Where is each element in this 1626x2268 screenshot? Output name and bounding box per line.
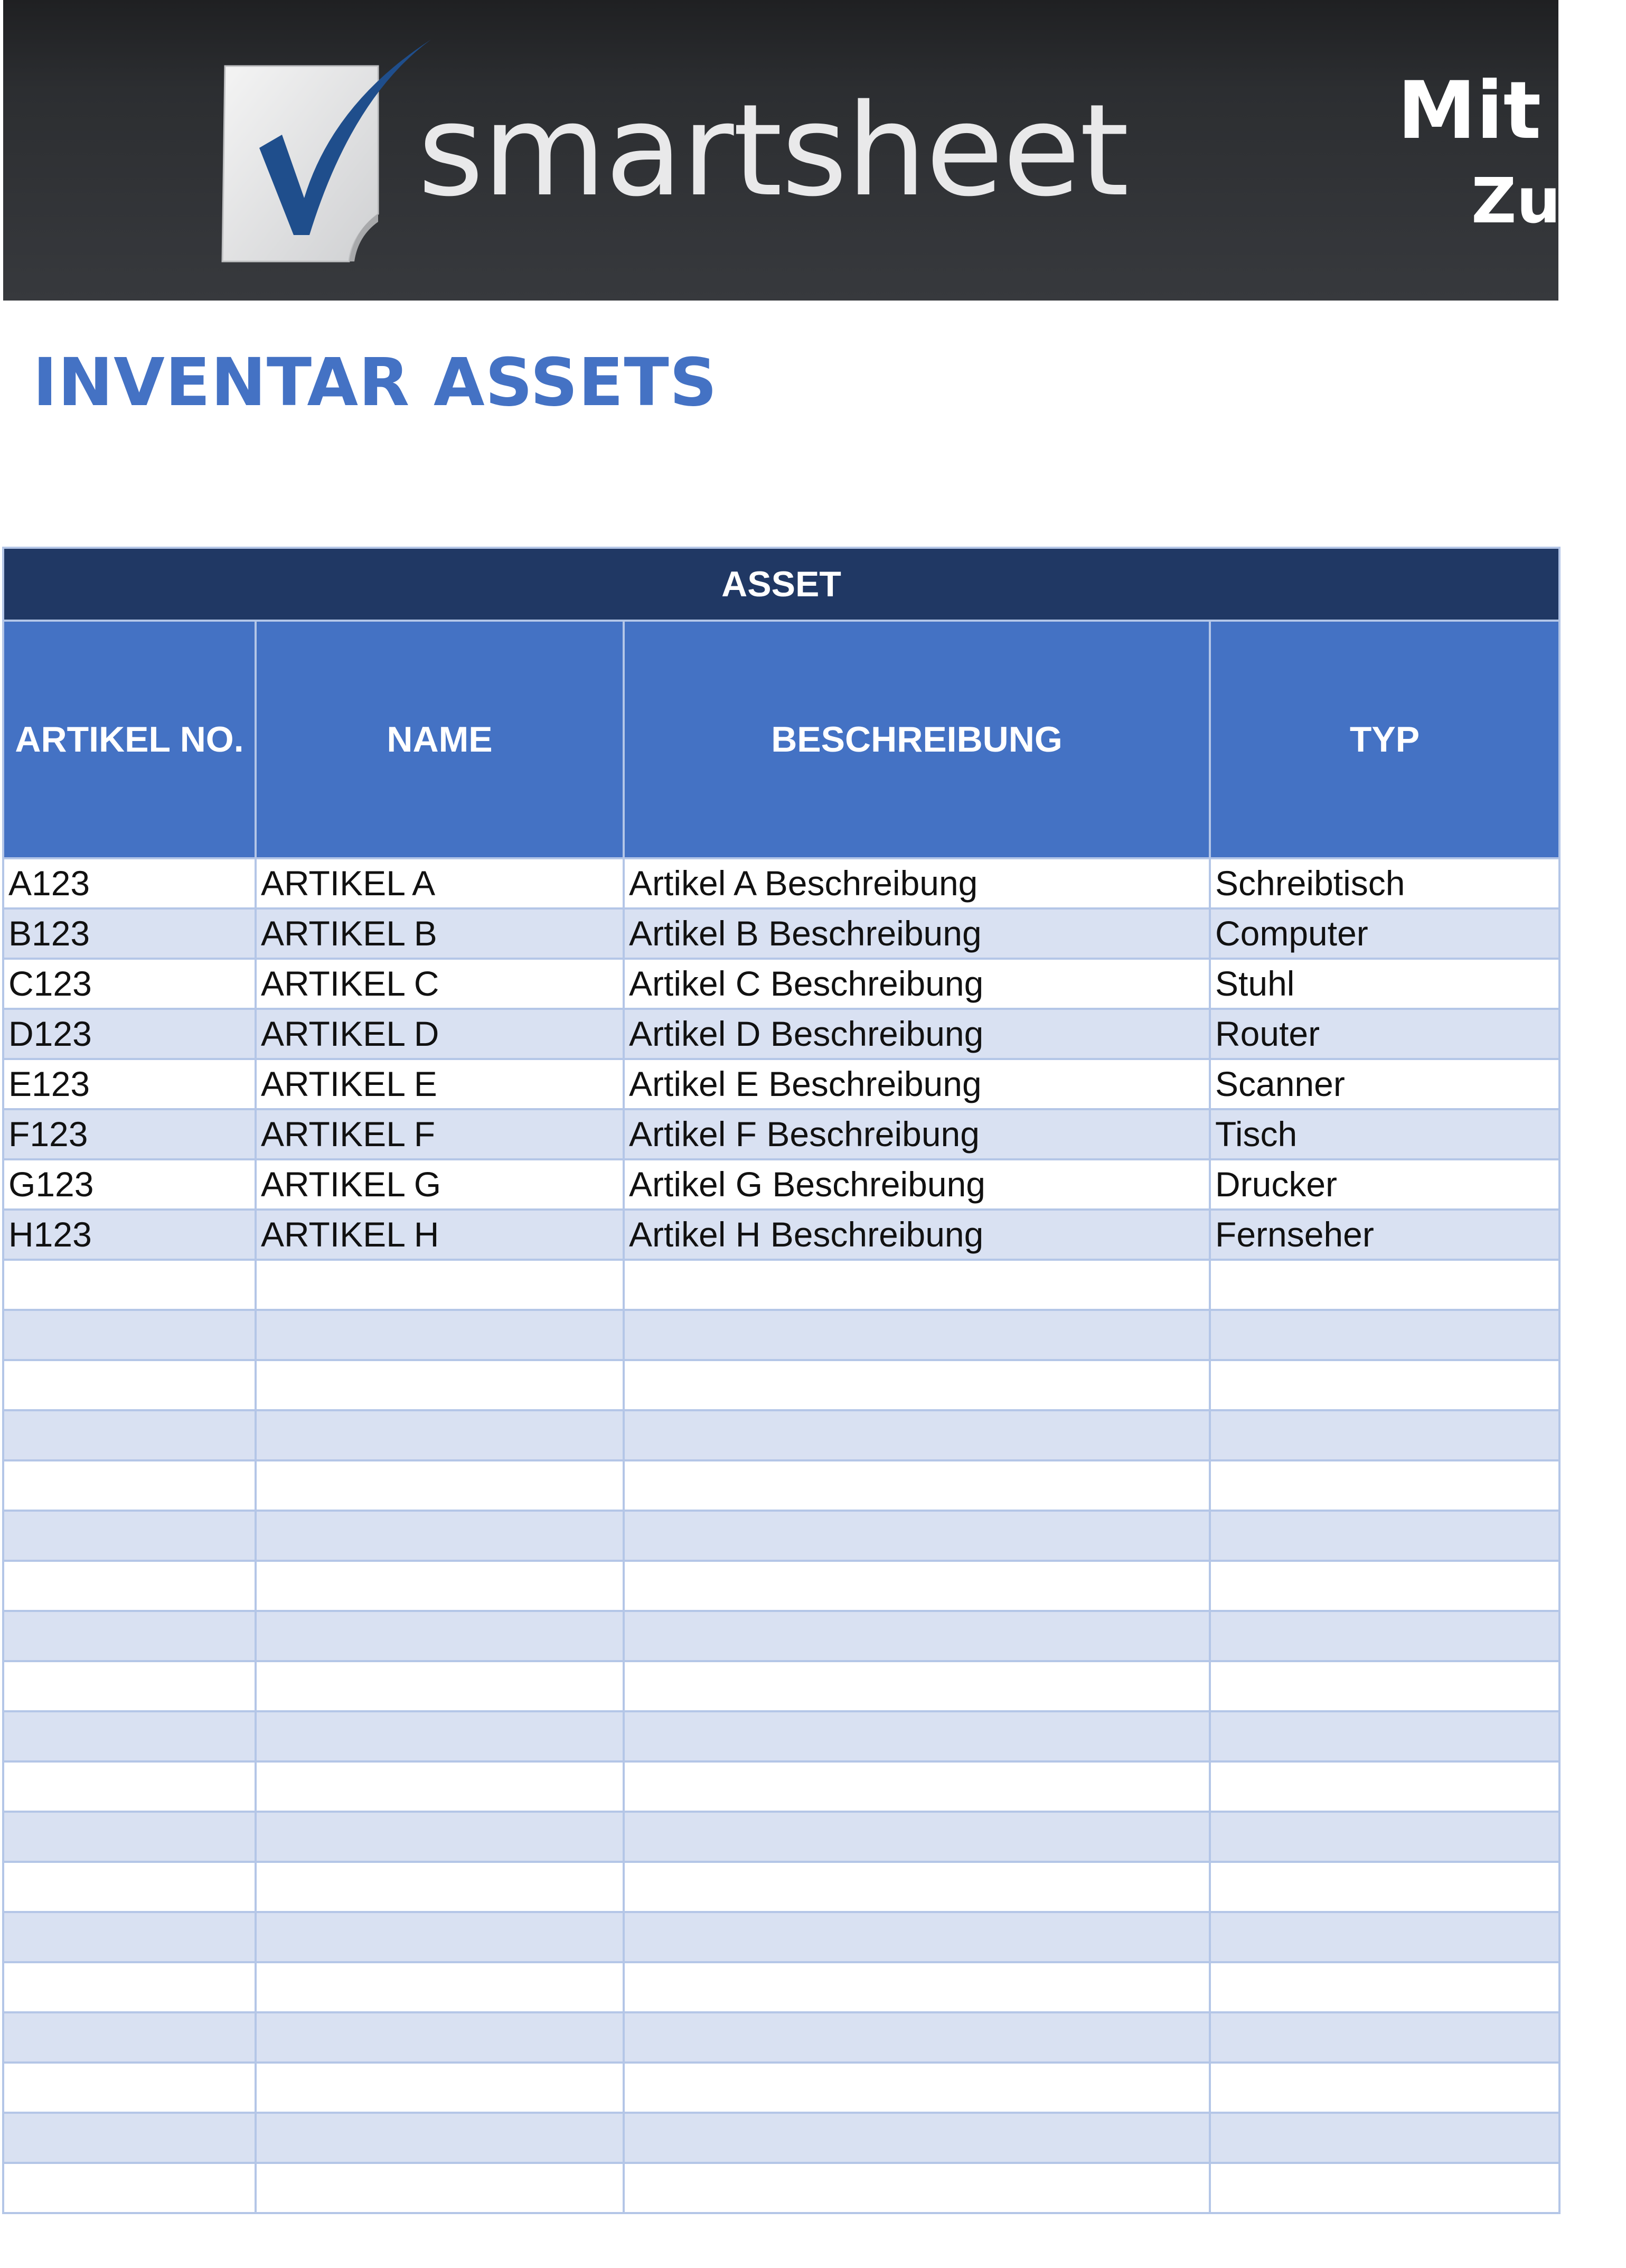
cell-name[interactable]: [256, 1761, 624, 1812]
cell-name[interactable]: [256, 2113, 624, 2163]
cell-beschreibung[interactable]: Artikel C Beschreibung: [624, 959, 1210, 1009]
cell-artikel-no[interactable]: [3, 2113, 256, 2163]
empty-table-row: [3, 2163, 1559, 2213]
cell-beschreibung[interactable]: Artikel H Beschreibung: [624, 1210, 1210, 1260]
cell-beschreibung[interactable]: [624, 1260, 1210, 1310]
cell-name[interactable]: [256, 2163, 624, 2213]
cell-name[interactable]: ARTIKEL H: [256, 1210, 624, 1260]
cell-typ[interactable]: Drucker: [1210, 1159, 1559, 1210]
cell-typ[interactable]: [1210, 1360, 1559, 1410]
column-header-typ[interactable]: TYP: [1210, 621, 1559, 858]
cell-artikel-no[interactable]: [3, 1962, 256, 2012]
cell-artikel-no[interactable]: H123: [3, 1210, 256, 1260]
cell-beschreibung[interactable]: [624, 1611, 1210, 1661]
table-row: [3, 1210, 1559, 1260]
cell-typ[interactable]: [1210, 1410, 1559, 1460]
cell-name[interactable]: [256, 1611, 624, 1661]
cell-name[interactable]: ARTIKEL D: [256, 1009, 624, 1059]
empty-table-row: [3, 1360, 1559, 1410]
cell-typ[interactable]: [1210, 1812, 1559, 1862]
cell-artikel-no[interactable]: A123: [3, 858, 256, 908]
empty-table-row: [3, 2012, 1559, 2063]
table-row: [3, 1159, 1559, 1210]
cell-artikel-no[interactable]: [3, 1661, 256, 1711]
cell-name[interactable]: ARTIKEL A: [256, 858, 624, 908]
cell-name[interactable]: [256, 1962, 624, 2012]
empty-table-row: [3, 1410, 1559, 1460]
cell-typ[interactable]: [1210, 1561, 1559, 1611]
cell-typ[interactable]: [1210, 2063, 1559, 2113]
cell-beschreibung[interactable]: [624, 2063, 1210, 2113]
cell-beschreibung[interactable]: Artikel E Beschreibung: [624, 1059, 1210, 1109]
column-header-row: [3, 621, 1559, 858]
cell-artikel-no[interactable]: [3, 1460, 256, 1511]
promo-headline: Mit S: [1397, 65, 1626, 157]
table-row: [3, 858, 1559, 908]
cell-artikel-no[interactable]: E123: [3, 1059, 256, 1109]
group-header-row: [3, 548, 1559, 621]
cell-beschreibung[interactable]: [624, 1410, 1210, 1460]
group-header-asset[interactable]: ASSET: [3, 548, 1559, 621]
cell-name[interactable]: [256, 1511, 624, 1561]
cell-name[interactable]: [256, 1812, 624, 1862]
column-header-artikel-no[interactable]: ARTIKEL NO.: [3, 621, 256, 858]
cell-artikel-no[interactable]: [3, 1360, 256, 1410]
cell-artikel-no[interactable]: [3, 1611, 256, 1661]
cell-beschreibung[interactable]: [624, 1862, 1210, 1912]
cell-artikel-no[interactable]: [3, 1310, 256, 1360]
cell-name[interactable]: [256, 1862, 624, 1912]
header-banner[interactable]: [3, 0, 1626, 301]
cell-name[interactable]: [256, 1661, 624, 1711]
cell-artikel-no[interactable]: B123: [3, 908, 256, 959]
cell-beschreibung[interactable]: [624, 1912, 1210, 1962]
empty-table-row: [3, 2063, 1559, 2113]
cell-typ[interactable]: Computer: [1210, 908, 1559, 959]
cell-name[interactable]: [256, 1410, 624, 1460]
cell-artikel-no[interactable]: C123: [3, 959, 256, 1009]
table-row: [3, 1109, 1559, 1159]
cell-name[interactable]: [256, 1260, 624, 1310]
table-row: [3, 1009, 1559, 1059]
cell-typ[interactable]: [1210, 1761, 1559, 1812]
cell-beschreibung[interactable]: [624, 1511, 1210, 1561]
cell-beschreibung[interactable]: Artikel B Beschreibung: [624, 908, 1210, 959]
cell-beschreibung[interactable]: [624, 1812, 1210, 1862]
cell-artikel-no[interactable]: [3, 1812, 256, 1862]
cell-typ[interactable]: [1210, 1260, 1559, 1310]
cell-typ[interactable]: [1210, 2113, 1559, 2163]
cell-typ[interactable]: Stuhl: [1210, 959, 1559, 1009]
brand-wordmark: smartsheet: [418, 77, 1129, 224]
empty-table-row: [3, 1912, 1559, 1962]
cell-typ[interactable]: Fernseher: [1210, 1210, 1559, 1260]
cell-name[interactable]: ARTIKEL F: [256, 1109, 624, 1159]
cell-beschreibung[interactable]: [624, 1460, 1210, 1511]
empty-table-row: [3, 1260, 1559, 1310]
cell-artikel-no[interactable]: [3, 1561, 256, 1611]
cell-name[interactable]: ARTIKEL B: [256, 908, 624, 959]
cell-name[interactable]: [256, 1561, 624, 1611]
cell-typ[interactable]: [1210, 2012, 1559, 2063]
cell-beschreibung[interactable]: [624, 1711, 1210, 1761]
cell-beschreibung[interactable]: Artikel A Beschreibung: [624, 858, 1210, 908]
empty-table-row: [3, 1511, 1559, 1561]
cell-typ[interactable]: [1210, 1511, 1559, 1561]
cell-beschreibung[interactable]: [624, 1561, 1210, 1611]
cell-name[interactable]: [256, 1310, 624, 1360]
cell-beschreibung[interactable]: [624, 2012, 1210, 2063]
cell-typ[interactable]: [1210, 2163, 1559, 2213]
cell-beschreibung[interactable]: [624, 1761, 1210, 1812]
cell-beschreibung[interactable]: Artikel D Beschreibung: [624, 1009, 1210, 1059]
cell-artikel-no[interactable]: F123: [3, 1109, 256, 1159]
cell-typ[interactable]: Tisch: [1210, 1109, 1559, 1159]
table-body: [3, 858, 1559, 2213]
cell-beschreibung[interactable]: Artikel G Beschreibung: [624, 1159, 1210, 1210]
cell-name[interactable]: [256, 2012, 624, 2063]
cell-beschreibung[interactable]: [624, 2163, 1210, 2213]
cell-artikel-no[interactable]: [3, 1410, 256, 1460]
cell-beschreibung[interactable]: [624, 1962, 1210, 2012]
cell-typ[interactable]: [1210, 1661, 1559, 1711]
asset-inventory-table: [2, 547, 1561, 2214]
cell-typ[interactable]: Schreibtisch: [1210, 858, 1559, 908]
cell-typ[interactable]: [1210, 1962, 1559, 2012]
cell-artikel-no[interactable]: [3, 2163, 256, 2213]
cell-name[interactable]: ARTIKEL E: [256, 1059, 624, 1109]
cell-beschreibung[interactable]: [624, 1661, 1210, 1711]
cell-artikel-no[interactable]: G123: [3, 1159, 256, 1210]
empty-table-row: [3, 1812, 1559, 1862]
checkmark-page-icon: [220, 40, 394, 267]
empty-table-row: [3, 1962, 1559, 2012]
empty-table-row: [3, 1310, 1559, 1360]
empty-table-row: [3, 1611, 1559, 1661]
cell-typ[interactable]: Scanner: [1210, 1059, 1559, 1109]
cell-artikel-no[interactable]: [3, 1711, 256, 1761]
cell-typ[interactable]: [1210, 1711, 1559, 1761]
table-row: [3, 908, 1559, 959]
cell-artikel-no[interactable]: [3, 2012, 256, 2063]
cell-name[interactable]: [256, 1912, 624, 1962]
cell-beschreibung[interactable]: Artikel F Beschreibung: [624, 1109, 1210, 1159]
table-row: [3, 1059, 1559, 1109]
cell-name[interactable]: ARTIKEL C: [256, 959, 624, 1009]
empty-table-row: [3, 2113, 1559, 2163]
empty-table-row: [3, 1661, 1559, 1711]
cell-artikel-no[interactable]: [3, 1761, 256, 1812]
cell-artikel-no[interactable]: [3, 1260, 256, 1310]
empty-table-row: [3, 1561, 1559, 1611]
cell-name[interactable]: [256, 2063, 624, 2113]
empty-table-row: [3, 1711, 1559, 1761]
cell-name[interactable]: ARTIKEL G: [256, 1159, 624, 1210]
table-row: [3, 959, 1559, 1009]
cell-typ[interactable]: [1210, 1862, 1559, 1912]
cell-artikel-no[interactable]: [3, 1862, 256, 1912]
promo-subline: Zus: [1471, 164, 1598, 237]
empty-table-row: [3, 1460, 1559, 1511]
cell-artikel-no[interactable]: [3, 1511, 256, 1561]
cell-typ[interactable]: [1210, 1460, 1559, 1511]
column-header-name[interactable]: NAME: [256, 621, 624, 858]
column-header-beschreibung[interactable]: BESCHREIBUNG: [624, 621, 1210, 858]
cell-artikel-no[interactable]: [3, 1912, 256, 1962]
cell-beschreibung[interactable]: [624, 2113, 1210, 2163]
cell-typ[interactable]: Router: [1210, 1009, 1559, 1059]
cell-name[interactable]: [256, 1360, 624, 1410]
cell-typ[interactable]: [1210, 1310, 1559, 1360]
cell-beschreibung[interactable]: [624, 1360, 1210, 1410]
cell-name[interactable]: [256, 1460, 624, 1511]
cell-artikel-no[interactable]: [3, 2063, 256, 2113]
cell-artikel-no[interactable]: D123: [3, 1009, 256, 1059]
empty-table-row: [3, 1761, 1559, 1812]
cell-typ[interactable]: [1210, 1611, 1559, 1661]
page-title: INVENTAR ASSETS: [33, 344, 718, 421]
cell-typ[interactable]: [1210, 1912, 1559, 1962]
empty-table-row: [3, 1862, 1559, 1912]
cell-beschreibung[interactable]: [624, 1310, 1210, 1360]
cell-name[interactable]: [256, 1711, 624, 1761]
